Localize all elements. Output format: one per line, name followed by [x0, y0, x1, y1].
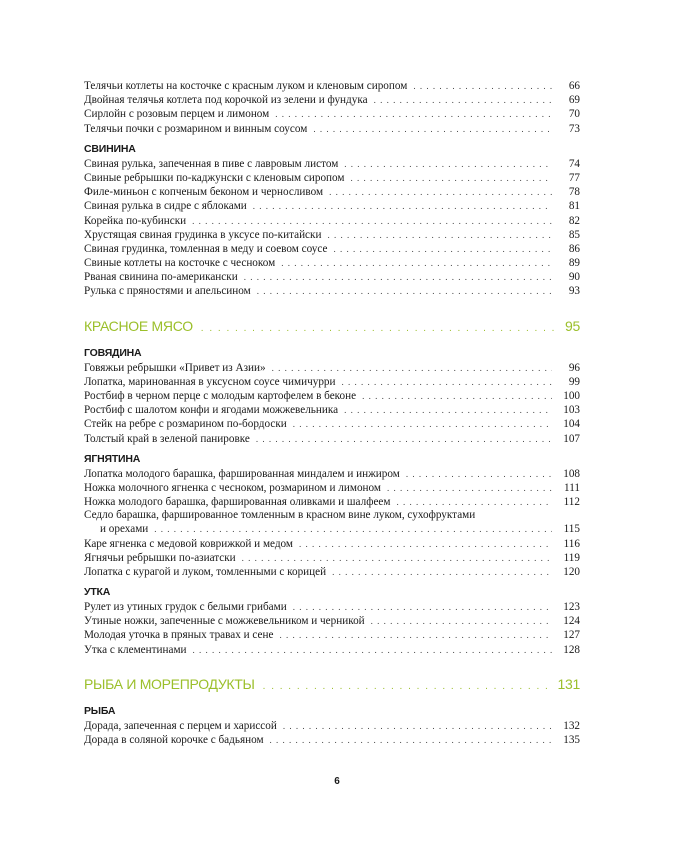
entry-title: Дорада, запеченная с перцем и хариссой	[84, 719, 277, 732]
dot-leader	[281, 256, 552, 270]
chapter-heading-fish-seafood[interactable]	[84, 673, 580, 695]
entry-title: Толстый край в зеленой панировке	[84, 432, 250, 445]
toc-entry[interactable]	[84, 495, 580, 509]
dot-leader	[333, 242, 552, 256]
entry-title-line1: Седло барашка, фаршированное томленным в красном вине луком, сухофруктами	[84, 509, 476, 522]
dot-leader	[253, 199, 552, 213]
entry-title: Филе-миньон с копченым беконом и черносливом	[84, 186, 324, 199]
chapter-heading-red-meat[interactable]	[84, 315, 580, 337]
dot-leader	[387, 481, 552, 495]
dot-leader	[279, 628, 552, 642]
section-heading-duck: УТКА	[84, 586, 111, 599]
section-heading-pork: СВИНИНА	[84, 142, 136, 155]
dot-leader	[371, 614, 552, 628]
entry-title: Утка с клементинами	[84, 643, 187, 656]
toc-entry[interactable]	[84, 719, 580, 733]
entry-page: 112	[563, 496, 580, 509]
toc-entry[interactable]	[84, 389, 580, 403]
toc-entry[interactable]	[84, 643, 580, 657]
entry-title: Свиная рулька, запеченная в пиве с лавровым листом	[84, 157, 339, 170]
page-number: 6	[334, 776, 340, 787]
entry-page: 116	[563, 537, 580, 550]
toc-entry[interactable]	[84, 628, 580, 642]
entry-title: Ростбиф в черном перце с молодым картофелем в беконе	[84, 390, 357, 402]
entry-page: 132	[563, 719, 580, 732]
dot-leader	[283, 719, 552, 733]
toc-entry[interactable]	[84, 614, 580, 628]
entry-page: 115	[563, 523, 580, 536]
dot-leader	[344, 157, 552, 171]
entry-page: 100	[563, 390, 580, 402]
dot-leader	[275, 107, 552, 121]
dot-leader	[413, 79, 552, 93]
entry-title: Сирлойн с розовым перцем и лимоном	[84, 108, 270, 121]
entry-page: 111	[564, 481, 580, 494]
dot-leader	[299, 537, 552, 551]
entry-page: 128	[563, 643, 580, 656]
entry-title: Лопатка с курагой и луком, томленными с корицей	[84, 565, 327, 578]
entry-page: 86	[568, 242, 580, 255]
entry-title: Ножка молочного ягненка с чесноком, розмарином и лимоном	[84, 481, 381, 494]
toc-entry[interactable]	[84, 171, 580, 185]
toc-entry[interactable]	[84, 199, 580, 213]
entry-page: 93	[568, 285, 580, 298]
toc-entry[interactable]	[84, 403, 580, 417]
toc-entry[interactable]	[84, 467, 580, 481]
toc-entry[interactable]	[84, 79, 580, 93]
entry-title: Лопатка, маринованная в уксусном соусе чимичурри	[84, 375, 336, 388]
entry-title: Рулька с пряностями и апельсином	[84, 285, 251, 298]
toc-entry[interactable]	[84, 361, 580, 375]
dot-leader	[193, 643, 552, 657]
dot-leader	[327, 228, 552, 242]
entry-page: 73	[568, 122, 580, 135]
dot-leader	[344, 403, 552, 417]
entry-title: Хрустящая свиная грудинка в уксусе по-китайски	[84, 228, 322, 241]
entry-title-line2: и орехами	[100, 523, 149, 536]
toc-entry[interactable]	[84, 157, 580, 171]
entry-page: 66	[568, 80, 580, 92]
toc-entry[interactable]	[84, 242, 580, 256]
entry-page: 90	[568, 271, 580, 284]
dot-leader	[351, 171, 552, 185]
toc-entry[interactable]	[84, 432, 580, 446]
toc-entry[interactable]	[84, 375, 580, 389]
lamb-list	[84, 467, 580, 579]
entry-page: 107	[563, 432, 580, 445]
toc-entry[interactable]	[84, 733, 580, 747]
entry-title: Телячьи почки с розмарином и винным соусом	[84, 122, 308, 135]
entry-title: Лопатка молодого барашка, фаршированная миндалем и инжиром	[84, 467, 400, 480]
entry-page: 85	[568, 228, 580, 241]
dot-leader	[270, 733, 552, 747]
entry-title: Двойная телячья котлета под корочкой из зелени и фундука	[84, 94, 368, 107]
toc-entry[interactable]	[84, 185, 580, 199]
pork-list	[84, 157, 580, 299]
entry-title: Молодая уточка в пряных травах и сене	[84, 629, 274, 642]
section-heading-lamb: ЯГНЯТИНА	[84, 452, 141, 465]
dot-leader	[332, 565, 552, 579]
entry-page: 124	[563, 615, 580, 628]
entry-title: Ростбиф с шалотом конфи и ягодами можжевельника	[84, 404, 339, 417]
entry-page: 119	[563, 551, 580, 564]
dot-leader	[256, 432, 552, 446]
dot-leader	[244, 270, 552, 284]
chapter-page: 95	[565, 317, 580, 334]
toc-entry[interactable]	[84, 270, 580, 284]
entry-page: 127	[563, 629, 580, 642]
entry-page: 99	[568, 375, 580, 388]
toc-entry[interactable]	[84, 122, 580, 136]
dot-leader	[342, 375, 552, 389]
toc-entry[interactable]	[84, 417, 580, 431]
veal-list	[84, 79, 580, 136]
entry-title: Утиные ножки, запеченные с можжевельником и черникой	[84, 615, 365, 628]
section-heading-beef: ГОВЯДИНА	[84, 346, 142, 359]
entry-title: Рулет из утиных грудок с белыми грибами	[84, 601, 287, 614]
dot-leader	[293, 417, 552, 431]
entry-title: Стейк на ребре с розмарином по-бордоски	[84, 418, 287, 431]
entry-page: 78	[568, 186, 580, 199]
section-heading-fish: РЫБА	[84, 704, 116, 717]
toc-entry[interactable]	[84, 565, 580, 579]
toc-entry[interactable]	[84, 600, 580, 614]
entry-page: 103	[563, 404, 580, 417]
chapter-title: КРАСНОЕ МЯСО	[84, 317, 193, 334]
entry-page: 77	[568, 171, 580, 184]
entry-page: 82	[568, 214, 580, 227]
entry-title: Говяжьи ребрышки «Привет из Азии»	[84, 361, 266, 374]
entry-page: 69	[568, 94, 580, 107]
entry-page: 108	[563, 467, 580, 480]
entry-title: Телячьи котлеты на косточке с красным луком и кленовым сиропом	[84, 80, 408, 92]
dot-leader	[242, 551, 552, 565]
entry-page: 123	[563, 601, 580, 614]
chapter-page: 131	[557, 675, 580, 692]
entry-title: Свиные ребрышки по-каджунски с кленовым сиропом	[84, 171, 345, 184]
dot-leader	[396, 495, 552, 509]
entry-page: 74	[568, 157, 580, 170]
toc-entry[interactable]	[84, 537, 580, 551]
entry-title: Рваная свинина по-американски	[84, 271, 238, 284]
entry-title: Ножка молодого барашка, фаршированная оливками и шалфеем	[84, 496, 391, 509]
toc-entry[interactable]	[84, 107, 580, 121]
dot-leader	[257, 284, 552, 298]
entry-title: Корейка по-кубински	[84, 214, 187, 227]
dot-leader	[263, 676, 550, 698]
chapter-title: РЫБА И МОРЕПРОДУКТЫ	[84, 675, 255, 692]
entry-title: Свиные котлеты на косточке с чесноком	[84, 257, 276, 270]
toc-entry-wrapped[interactable]	[84, 509, 580, 536]
dot-leader	[313, 122, 552, 136]
toc-entry[interactable]	[84, 551, 580, 565]
table-of-contents	[84, 79, 580, 747]
entry-page: 89	[568, 257, 580, 270]
dot-leader	[406, 467, 552, 481]
toc-entry[interactable]	[84, 256, 580, 270]
toc-entry[interactable]	[84, 214, 580, 228]
dot-leader	[154, 522, 552, 536]
toc-entry[interactable]	[84, 284, 580, 298]
entry-page: 96	[568, 361, 580, 374]
beef-list	[84, 361, 580, 446]
fish-list	[84, 719, 580, 747]
entry-title: Ягнячьи ребрышки по-азиатски	[84, 551, 236, 564]
toc-entry[interactable]	[84, 93, 580, 107]
entry-page: 104	[563, 418, 580, 431]
toc-entry[interactable]	[84, 228, 580, 242]
entry-page: 81	[568, 200, 580, 213]
dot-leader	[362, 389, 552, 403]
dot-leader	[201, 318, 557, 340]
entry-page: 135	[563, 734, 580, 746]
dot-leader	[272, 361, 552, 375]
toc-entry[interactable]	[84, 481, 580, 495]
entry-page: 120	[563, 565, 580, 578]
entry-title: Дорада в соляной корочке с бадьяном	[84, 734, 264, 746]
dot-leader	[192, 214, 552, 228]
entry-page: 70	[568, 108, 580, 121]
dot-leader	[293, 600, 552, 614]
dot-leader	[374, 93, 552, 107]
dot-leader	[329, 185, 552, 199]
entry-title: Свиная грудинка, томленная в меду и соевом соусе	[84, 242, 328, 255]
entry-title: Свиная рулька в сидре с яблоками	[84, 200, 247, 213]
duck-list	[84, 600, 580, 657]
entry-title: Каре ягненка с медовой коврижкой и медом	[84, 537, 293, 550]
